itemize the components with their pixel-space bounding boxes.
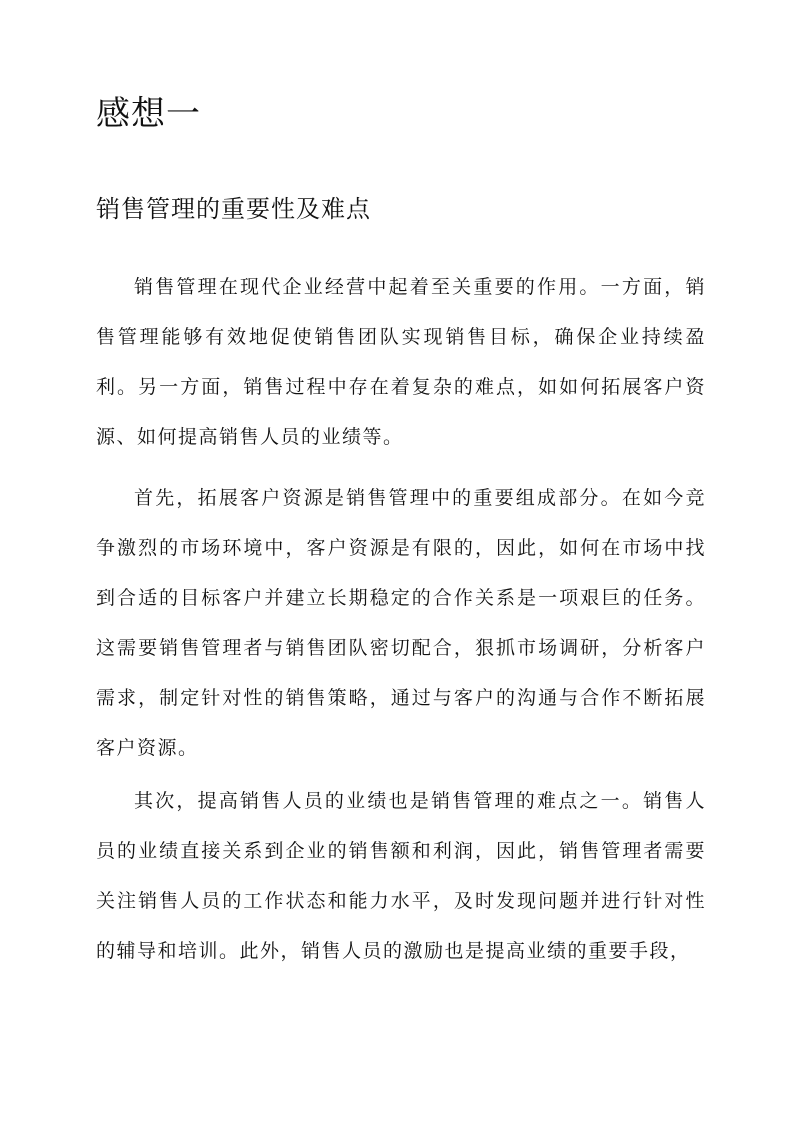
document-title: 感想一 bbox=[96, 94, 201, 134]
paragraph-3: 其次，提高销售人员的业绩也是销售管理的难点之一。销售人员的业绩直接关系到企业的销售额和利润，因此，销售管理者需要关注销售人员的工作状态和能力水平，及时发现问题并进行针对性的辅导和培训。此外，销售人员的激励也是提高业绩的重要手段， bbox=[96, 790, 706, 962]
section-heading: 销售管理的重要性及难点 bbox=[96, 195, 371, 223]
paragraph-2: 首先，拓展客户资源是销售管理中的重要组成部分。在如今竞争激烈的市场环境中，客户资源是有限的，因此，如何在市场中找到合适的目标客户并建立长期稳定的合作关系是一项艰巨的任务。这需要销售管理者与销售团队密切配合，狠抓市场调研，分析客户需求，制定针对性的销售策略，通过与客户的沟通与合作不断拓展客户资源。 bbox=[96, 487, 706, 759]
paragraph-1: 销售管理在现代企业经营中起着至关重要的作用。一方面，销售管理能够有效地促使销售团队实现销售目标，确保企业持续盈利。另一方面，销售过程中存在着复杂的难点，如如何拓展客户资源、如何提高销售人员的业绩等。 bbox=[96, 276, 706, 448]
